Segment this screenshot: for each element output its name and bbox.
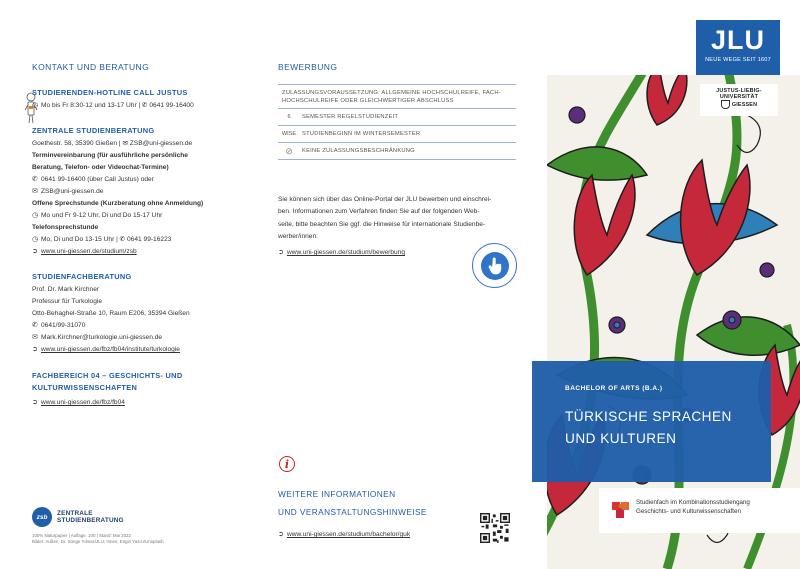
requirement-row bbox=[278, 85, 516, 109]
fach-phone: ✆ 0641/99-31070 bbox=[32, 320, 252, 332]
zsb-tel-hours: ◷ Mo, Di und Do 13-15 Uhr | ✆ 0641 99-16223 bbox=[32, 234, 252, 246]
arrow-link-icon: ➲ bbox=[278, 531, 284, 538]
requirement-value: SEMESTER REGELSTUDIENZEIT bbox=[302, 114, 399, 120]
hotline-title: STUDIERENDEN-HOTLINE CALL JUSTUS bbox=[32, 88, 188, 97]
requirement-row bbox=[278, 109, 516, 126]
bewerbung-link[interactable]: ➲ www.uni-giessen.de/studium/bewerbung bbox=[278, 247, 518, 259]
fach-link[interactable]: ➲ www.uni-giessen.de/fbz/fb04/institute/turkologie bbox=[32, 344, 252, 356]
program-title: TÜRKISCHE SPRACHEN UND KULTUREN bbox=[565, 409, 732, 446]
zsb-offene: Offene Sprechstunde (Kurzberatung ohne Anmeldung) bbox=[32, 200, 204, 207]
mail-icon: ✉ bbox=[32, 334, 38, 341]
no-restriction-icon: ⊘ bbox=[285, 145, 293, 156]
requirement-key: WISE bbox=[281, 131, 297, 137]
jlu-brand: JLU bbox=[710, 25, 765, 55]
zsb-logo bbox=[32, 507, 124, 527]
arrow-link-icon: ➲ bbox=[32, 346, 38, 353]
weitere-title-line2: UND VERANSTALTUNGSHINWEISE bbox=[278, 507, 427, 517]
weitere-link[interactable]: ➲ www.uni-giessen.de/studium/bachelor/guk bbox=[278, 529, 518, 541]
clock-icon: ◷ bbox=[32, 212, 39, 219]
fach-role: Professur für Turkologie bbox=[32, 298, 102, 305]
zsb-title: ZENTRALE STUDIENBERATUNG bbox=[32, 126, 155, 135]
zsb-offene-hours: ◷ Mo und Fr 9-12 Uhr, Di und Do 15-17 Uhr bbox=[32, 210, 252, 222]
zsb-phone: ✆ 0641 99-16400 (über Call Justus) oder bbox=[32, 174, 252, 186]
study-line2: Geschichts- und Kulturwissenschaften bbox=[636, 508, 741, 515]
pointing-hand-icon bbox=[487, 257, 503, 275]
jlu-brand-box bbox=[696, 20, 780, 75]
study-info-panel bbox=[599, 488, 800, 533]
fach-name: Prof. Dr. Mark Kirchner bbox=[32, 286, 100, 293]
zsb-link[interactable]: ➲ www.uni-giessen.de/studium/zsb bbox=[32, 246, 252, 258]
fb-link[interactable]: ➲ www.uni-giessen.de/fbz/fb04 bbox=[32, 397, 252, 409]
bewerbung-title: BEWERBUNG bbox=[278, 62, 338, 72]
fb-title-line1: FACHBEREICH 04 – GESCHICHTS- UND bbox=[32, 371, 183, 380]
zsb-termin-line1: Terminvereinbarung (für ausführliche persönliche bbox=[32, 152, 188, 159]
cover-panel bbox=[547, 0, 800, 569]
degree-label: BACHELOR OF ARTS (B.A.) bbox=[565, 385, 663, 392]
kontakt-title: KONTAKT UND BERATUNG bbox=[32, 62, 150, 72]
requirement-row bbox=[278, 126, 516, 143]
fb-title-line2: KULTURWISSENSCHAFTEN bbox=[32, 383, 138, 392]
hotline-hours: ◷ Mo bis Fr 8:30-12 und 13-17 Uhr | ✆ 0641 99-16400 bbox=[32, 100, 252, 112]
phone-icon: ✆ bbox=[32, 176, 38, 183]
zsb-logo-text: ZENTRALE STUDIENBERATUNG bbox=[57, 510, 124, 524]
mail-icon: ✉ bbox=[32, 188, 38, 195]
crest-icon bbox=[721, 100, 730, 109]
online-application-stamp-icon bbox=[472, 243, 517, 288]
fach-title: STUDIENFACHBERATUNG bbox=[32, 272, 132, 281]
requirement-value: ZULASSUNGSVORAUSSETZUNG: ALLGEMEINE HOCHSCHULREIFE, FACH-HOCHSCHULREIFE ODER GLEICHWERTIGER ABSCHLUSS bbox=[282, 89, 501, 104]
puzzle-icon bbox=[611, 499, 631, 519]
weitere-title-line1: WEITERE INFORMATIONEN bbox=[278, 489, 396, 499]
requirement-value: STUDIENBEGINN IM WINTERSEMESTER bbox=[302, 131, 421, 137]
zsb-email[interactable]: ✉ ZSB@uni-giessen.de bbox=[32, 186, 252, 198]
jlu-tagline: NEUE WEGE SEIT 1607 bbox=[705, 57, 771, 63]
fach-address: Otto-Behaghel-Straße 10, Raum E206, 35394 Gießen bbox=[32, 310, 190, 317]
info-icon: i bbox=[279, 456, 295, 472]
contact-column bbox=[32, 62, 252, 409]
requirement-row bbox=[278, 143, 516, 160]
application-column bbox=[278, 62, 518, 259]
requirement-value: KEINE ZULASSUNGSBESCHRÄNKUNG bbox=[302, 148, 415, 154]
phone-icon: ✆ bbox=[32, 322, 38, 329]
requirements-table bbox=[278, 84, 516, 160]
zsb-tel-title: Telefonsprechstunde bbox=[32, 224, 99, 231]
bewerbung-paragraph: Sie können sich über das Online-Portal der JLU bewerben und einschrei- ben. Informationen zum Verfahren finden Sie auf der folgenden Web- seite, bitte beachten Sie ggf. die Hinweise für internationale Studienbe- werber/innen: bbox=[278, 196, 492, 240]
clock-icon: ◷ bbox=[32, 102, 39, 109]
title-panel bbox=[532, 361, 771, 482]
zsb-termin-line2: Beratung, Telefon- oder Videochat-Termine) bbox=[32, 164, 169, 171]
arrow-link-icon: ➲ bbox=[32, 248, 38, 255]
fach-email[interactable]: ✉ Mark.Kirchner@turkologie.uni-giessen.de bbox=[32, 332, 252, 344]
arrow-link-icon: ➲ bbox=[278, 249, 284, 257]
university-logo: JUSTUS-LIEBIG- UNIVERSITÄT GIESSEN bbox=[700, 84, 778, 116]
zsb-logo-mark: zsb bbox=[32, 507, 52, 527]
print-note: 100% Naturpapier | Auflage: 100 | Stand: Mai 2022 Bilder: Außen, Dr. Sönge Yılmaz/JLU; Innen, Engin Yazıcı/Unsplash bbox=[32, 533, 164, 544]
zsb-address: Goethestr. 58, 35390 Gießen | ✉ ZSB@uni-giessen.de bbox=[32, 140, 193, 147]
clock-icon: ◷ bbox=[32, 236, 39, 243]
qr-code-icon bbox=[480, 513, 510, 543]
study-line1: Studienfach im Kombinationsstudiengang bbox=[636, 499, 750, 506]
arrow-link-icon: ➲ bbox=[32, 399, 38, 406]
requirement-key: 6 bbox=[287, 114, 291, 120]
